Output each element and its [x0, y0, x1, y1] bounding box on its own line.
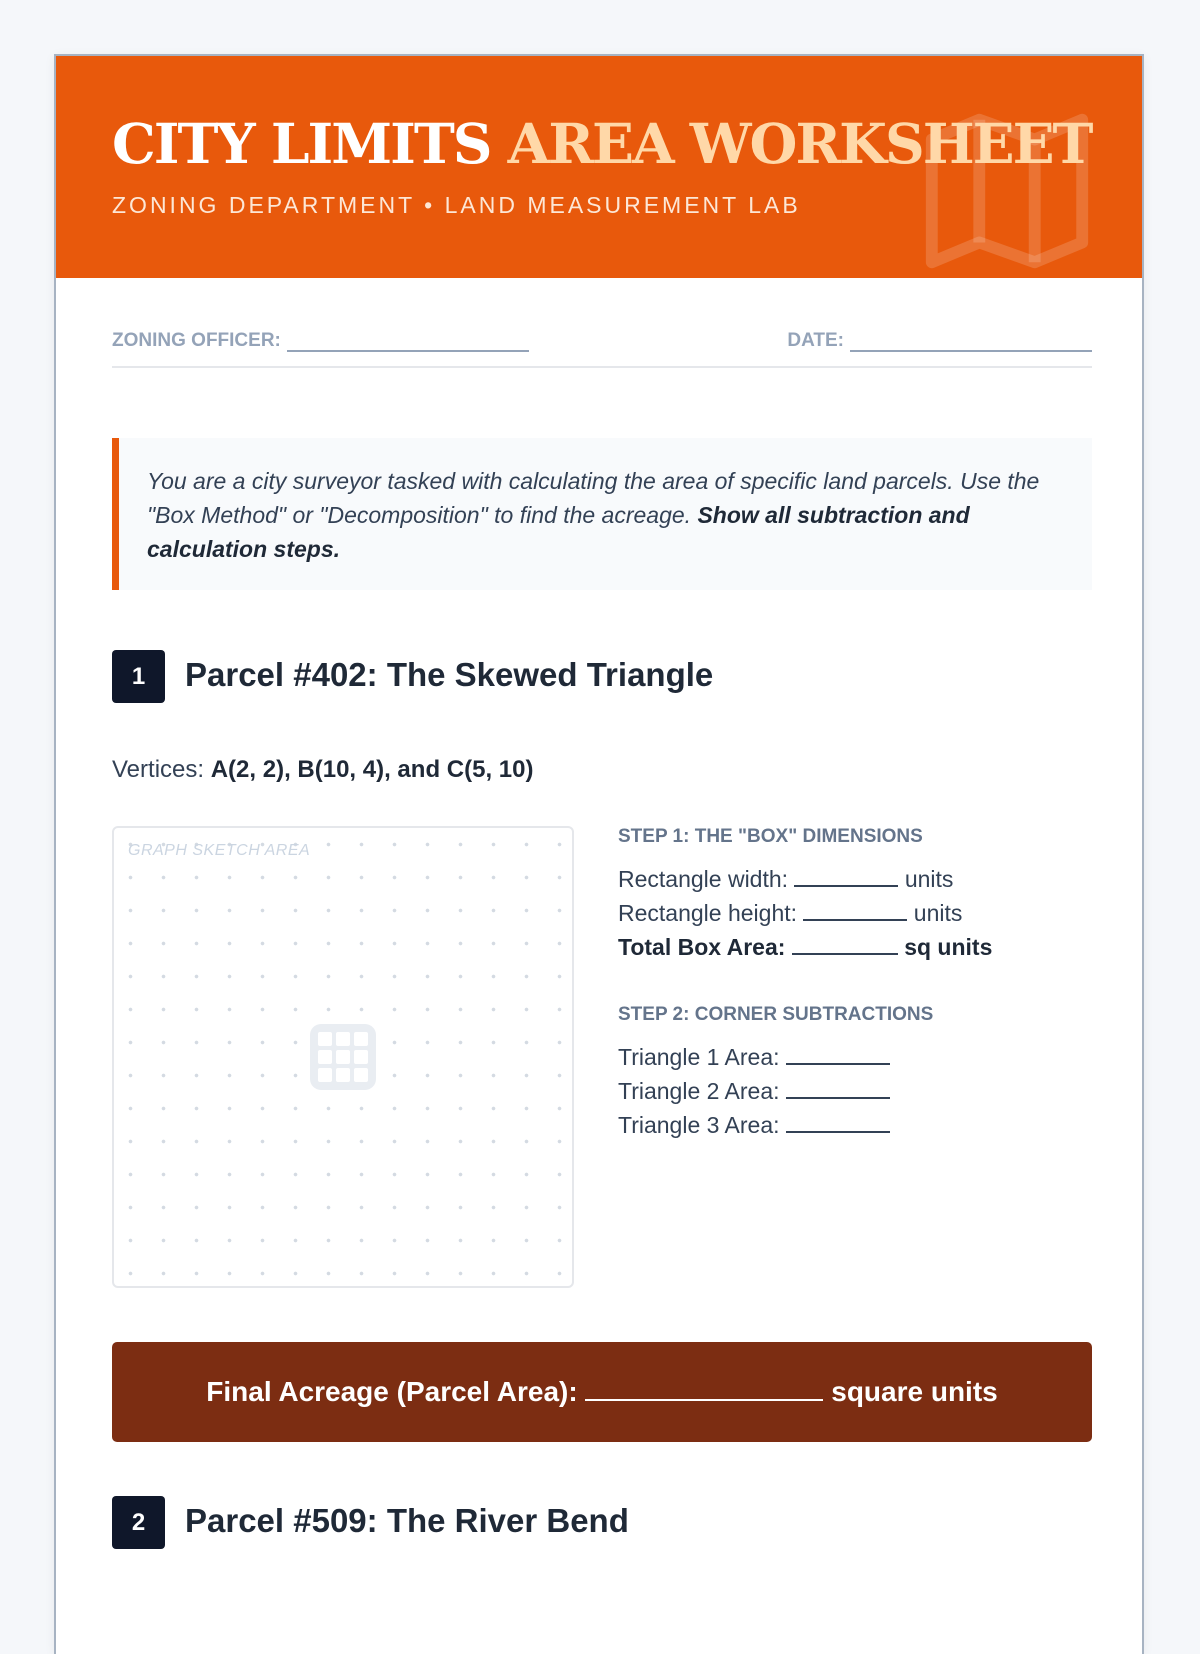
step1-lines: [618, 862, 1098, 964]
problem-number-badge: 1: [112, 650, 165, 703]
triangle-2-label: Triangle 2 Area:: [618, 1078, 780, 1104]
triangle-3-line: [618, 1108, 1098, 1142]
problem-title: Parcel #402: The Skewed Triangle: [185, 656, 714, 693]
box-area-unit: sq units: [904, 934, 993, 960]
problem-1-header: [112, 650, 1092, 704]
date-label: DATE:: [787, 330, 844, 351]
worksheet-page: [54, 54, 1144, 1654]
final-acreage-label: Final Acreage (Parcel Area):: [206, 1376, 578, 1407]
triangle-2-line: [618, 1074, 1098, 1108]
rect-width-blank[interactable]: [794, 867, 898, 887]
officer-field: [112, 330, 529, 352]
step2-heading: STEP 2: CORNER SUBTRACTIONS: [618, 1004, 934, 1025]
instructions-emphasis: Show all subtraction and calculation steps.: [147, 502, 970, 562]
problem-title: Parcel #509: The River Bend: [185, 1502, 629, 1539]
triangle-1-blank[interactable]: [786, 1045, 890, 1065]
step2-lines: [618, 1040, 1098, 1142]
rect-height-label: Rectangle height:: [618, 900, 798, 926]
grid-icon: [310, 1024, 376, 1090]
instructions-text: You are a city surveyor tasked with calculating the area of specific land parcels. Use the "Box Method" or "Decomposition" to find the acreage.: [147, 468, 1040, 528]
box-area-blank[interactable]: [792, 935, 898, 955]
worksheet-subtitle: ZONING DEPARTMENT • LAND MEASUREMENT LAB: [112, 192, 801, 218]
triangle-3-blank[interactable]: [786, 1113, 890, 1133]
officer-blank[interactable]: [287, 334, 529, 352]
box-area-line: [618, 930, 1098, 964]
rect-height-blank[interactable]: [803, 901, 907, 921]
date-field: [787, 330, 1092, 352]
box-area-label: Total Box Area:: [618, 934, 786, 960]
vertices-value: A(2, 2), B(10, 4), and C(5, 10): [210, 756, 534, 783]
rect-width-unit: units: [904, 866, 954, 892]
final-acreage-unit: square units: [831, 1376, 998, 1407]
triangle-2-blank[interactable]: [786, 1079, 890, 1099]
worksheet-header: [56, 56, 1142, 278]
graph-sketch-area[interactable]: [112, 826, 574, 1288]
rect-width-line: [618, 862, 1098, 896]
triangle-1-line: [618, 1040, 1098, 1074]
final-acreage-bar: [112, 1342, 1092, 1442]
triangle-1-label: Triangle 1 Area:: [618, 1044, 780, 1070]
meta-row: [112, 330, 1092, 368]
instructions-box: [112, 438, 1092, 590]
calculation-steps: [618, 826, 1098, 1142]
step1-heading: STEP 1: THE "BOX" DIMENSIONS: [618, 826, 923, 847]
vertices-line: [112, 756, 533, 784]
graph-sketch-label: GRAPH SKETCH AREA: [128, 842, 311, 859]
final-acreage-blank[interactable]: [585, 1379, 823, 1401]
problem-number-badge: 2: [112, 1496, 165, 1549]
title-main: CITY LIMITS: [112, 111, 491, 176]
worksheet-title: [112, 111, 1092, 176]
vertices-label: Vertices:: [112, 756, 205, 783]
rect-height-line: [618, 896, 1098, 930]
rect-height-unit: units: [913, 900, 963, 926]
title-accent: AREA WORKSHEET: [507, 111, 1092, 176]
date-blank[interactable]: [850, 334, 1092, 352]
triangle-3-label: Triangle 3 Area:: [618, 1112, 780, 1138]
problem-2-header: [112, 1496, 1092, 1550]
rect-width-label: Rectangle width:: [618, 866, 789, 892]
officer-label: ZONING OFFICER:: [112, 330, 281, 351]
